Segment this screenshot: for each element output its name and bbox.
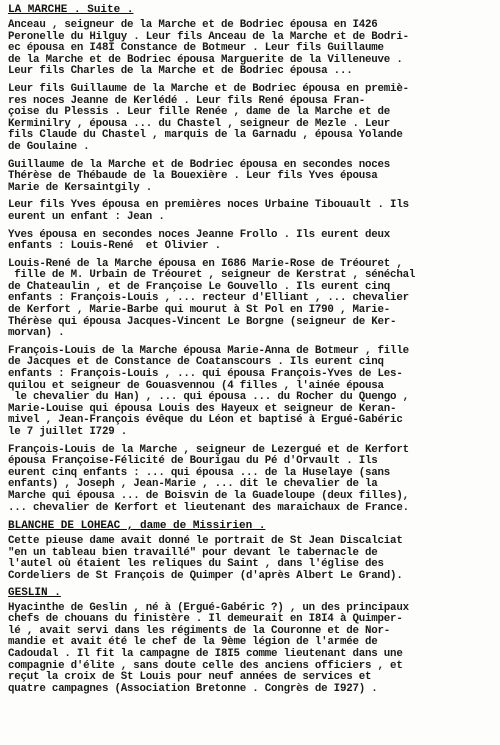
text-line: Cette pieuse dame avait donné le portrait de St Jean Discalciat [8, 535, 403, 548]
text-line: Peronelle du Hilguy . Leur fils Anceau de la Marche et de Bodri- [8, 30, 409, 43]
text-line: François-Louis de la Marche épousa Marie-Anna de Botmeur , fille [8, 344, 409, 357]
text-line: Marie de Kersaintgily . [8, 181, 153, 194]
text-line: François-Louis de la Marche , seigneur de Lezergué et de Kerfort [8, 443, 409, 456]
text-line: fille de M. Urbain de Tréouret , seigneur de Kerstrat , sénéchal [8, 269, 416, 282]
text-line: Leur fils Yves épousa en premières noces Urbaine Tibouault . Ils [8, 199, 409, 212]
text-line: Marche qui épousa ... de Boisvin de la Guadeloupe (deux filles), [8, 489, 409, 502]
section2-paragraph [8, 536, 493, 586]
section-title-suffix: . Suite . [67, 4, 134, 16]
text-line: Anceau , seigneur de la Marche et de Bodriec épousa en I426 [8, 19, 378, 31]
text-line: de la Marche et de Bodriec épousa Marguerite de la Villeneuve . [8, 53, 403, 66]
text-line: le chevalier du Han) , ... qui épousa ... du Rocher du Quengo , [8, 391, 409, 404]
text-line: de Goulaine . [8, 140, 90, 153]
text-line: compagnie d'élite , sans doute celle des anciens officiers , et [8, 659, 403, 672]
paragraph [8, 20, 493, 78]
text-line: "en un tableau bien travaillé" pour devant le tabernacle de [8, 546, 378, 559]
section3-paragraph [8, 603, 493, 696]
paragraph [8, 84, 493, 154]
paragraph [8, 259, 493, 340]
section3-title: GESLIN . [8, 586, 61, 599]
section-heading-geslin [8, 587, 493, 599]
text-line: le 7 juillet I729 . [8, 426, 128, 438]
text-line: reçut la croix de St Louis pour neuf années de services et [8, 671, 372, 684]
text-line: fils Claude du Chastel , marquis de la Garnadu , épousa Yolande [8, 129, 403, 142]
text-line: de Jacques et de Constance de Coatanscours . Ils eurent cinq [8, 356, 384, 369]
text-line: Thérèse qui épousa Jacques-Vincent Le Borgne (seigneur de Ker- [8, 315, 397, 328]
text-line: lé , avait servi dans les régiments de la Couronne et de Nor- [8, 624, 391, 637]
text-line: çoise du Plessis . Leur fille Renée , dame de la Marche et de [8, 106, 391, 119]
text-line: de Chateaulin , et de Françoise Le Gouvello . Ils eurent cinq [8, 280, 391, 293]
text-line: ec épousa en I48I Constance de Botmeur . Leur fils Guillaume [8, 42, 384, 55]
section2-title-rest: , dame de Missirien . [120, 520, 266, 533]
text-line: eurent un enfant : Jean . [8, 210, 165, 223]
text-line: ... chevalier de Kerfort et lieutenant des maraichaux de France. [8, 501, 409, 514]
section-title: LA MARCHE [8, 4, 68, 16]
paragraph [8, 160, 493, 195]
section-heading-la-marche [8, 4, 493, 16]
paragraph [8, 200, 493, 223]
text-line: Hyacinthe de Geslin , né à (Ergué-Gabéric ?) , un des principaux [8, 601, 409, 614]
text-line: Cadoudal . Il fit la campagne de I8I5 comme lieutenant dans une [8, 647, 403, 660]
text-line: Yves épousa en secondes noces Jeanne Frollo . Ils eurent deux [8, 228, 391, 241]
text-line: Kerminilry , épousa ... du Chastel , seigneur de Mezle . Leur [8, 117, 391, 130]
paragraphs-container [8, 20, 493, 520]
text-line: Leur fils Guillaume de la Marche et de Bodriec épousa en premiè- [8, 82, 409, 95]
text-line: quatre campagnes (Association Bretonne . Congrès de I927) . [8, 682, 378, 695]
text-line: enfants : François-Louis , ... qui épousa François-Yves de Les- [8, 368, 403, 381]
text-line: Leur fils Charles de la Marche et de Bodriec épousa ... [8, 65, 353, 78]
section-heading-blanche-de-loheac [8, 520, 493, 532]
text-line: épousa Françoise-Félicité de Bourigau du Pé d'Orvault . Ils [8, 455, 378, 468]
text-line: l'autel où étaient les reliques du Saint , dans l'église des [8, 558, 384, 571]
text-line: morvan) . [8, 327, 65, 340]
section2-title: BLANCHE DE LOHEAC [8, 520, 121, 533]
text-line: enfants) , Joseph , Jean-Marie , ... dit le chevalier de la [8, 478, 378, 491]
text-line: mandie et avait été le chef de la 9ème légion de l'armée de [8, 636, 378, 649]
text-line: Cordeliers de St François de Quimper (d'après Albert Le Grand). [8, 569, 403, 582]
text-line: eurent cinq enfants : ... qui épousa ... de la Huselaye (sans [8, 466, 391, 479]
text-line: Thérèse de Thébaude de la Bouexière . Leur fils Yves épousa [8, 170, 378, 183]
text-line: enfants : François-Louis , ... recteur d'Elliant , ... chevalier [8, 292, 409, 305]
text-line: de Kerfort , Marie-Barbe qui mourut à St Pol en I790 , Marie- [8, 304, 391, 317]
text-line: enfants : Louis-René et Olivier . [8, 240, 221, 253]
text-line: Marie-Louise qui épousa Louis des Hayeux et seigneur de Keran- [8, 402, 397, 415]
paragraph [8, 445, 493, 515]
text-line: chefs de chouans du finistère . Il demeurait en I8I4 à Quimper- [8, 613, 403, 626]
text-line: mivel , Jean-François évêque du Léon et baptisé à Ergué-Gabéric [8, 414, 403, 427]
text-line: quilou et seigneur de Gouasvennou (4 filles , l'ainée épousa [8, 379, 384, 392]
paragraph [8, 346, 493, 439]
text-line: Louis-René de la Marche épousa en I686 Marie-Rose de Tréouret , [8, 257, 403, 270]
text-line: Guillaume de la Marche et de Bodriec épousa en secondes noces [8, 158, 391, 171]
paragraph [8, 230, 493, 253]
text-line: res noces Jeanne de Kerlédé . Leur fils René épousa Fran- [8, 94, 366, 107]
